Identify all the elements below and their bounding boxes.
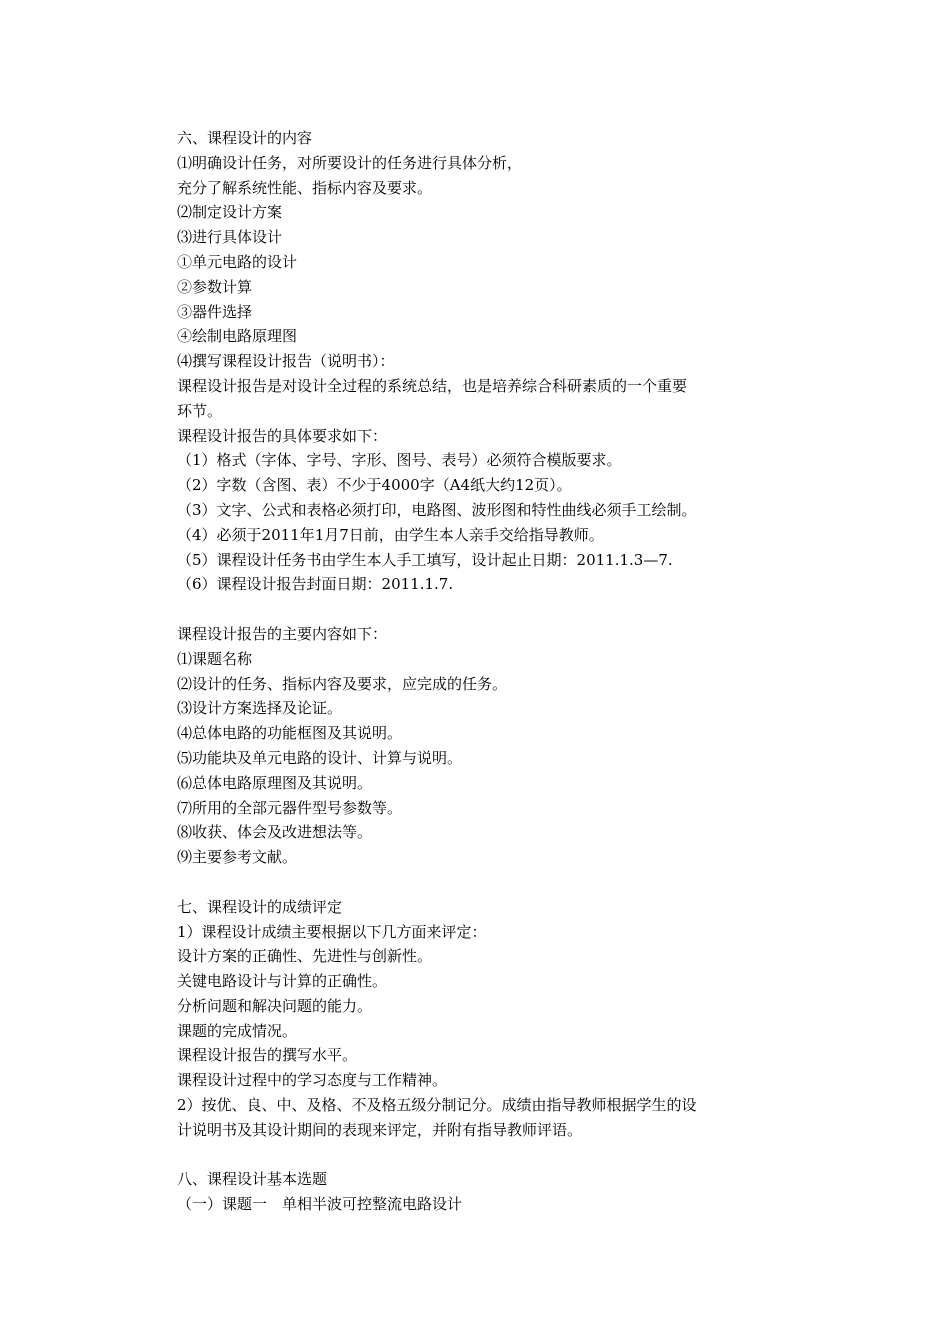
blank-line: [177, 1143, 777, 1168]
section-7-line: 课题的完成情况。: [177, 1021, 298, 1040]
section-6-line: ⑵制定设计方案: [177, 203, 283, 222]
section-6-line: （1）格式（字体、字号、字形、图号、表号）必须符合模版要求。: [177, 451, 622, 470]
section-6-line: （2）字数（含图、表）不少于4000字（A4纸大约12页）。: [177, 476, 572, 495]
section-8-line: （一）课题一 单相半波可控整流电路设计: [177, 1195, 463, 1214]
section-7-line: 2）按优、良、中、及格、不及格五级分制记分。成绩由指导教师根据学生的设: [177, 1096, 697, 1115]
report-contents-item: ⑶设计方案选择及论证。: [177, 699, 343, 718]
section-6-line: 环节。: [177, 401, 223, 420]
section-7-line: 关键电路设计与计算的正确性。: [177, 972, 388, 991]
report-contents-item: ⑷总体电路的功能框图及其说明。: [177, 724, 403, 743]
section-7-line: 分析问题和解决问题的能力。: [177, 996, 373, 1015]
report-contents-heading: 课程设计报告的主要内容如下：: [177, 624, 388, 643]
section-6-line: ②参数计算: [177, 277, 253, 296]
section-6-line: ③器件选择: [177, 302, 253, 321]
section-6-line: ⑴明确设计任务，对所要设计的任务进行具体分析，: [177, 153, 523, 172]
report-contents-item: ⑸功能块及单元电路的设计、计算与说明。: [177, 748, 463, 767]
blank-line: [177, 597, 777, 622]
report-contents-item: ⑹总体电路原理图及其说明。: [177, 773, 373, 792]
section-6-line: ⑶进行具体设计: [177, 228, 283, 247]
section-6-title: 六、课程设计的内容: [177, 129, 313, 147]
section-7-line: 课程设计过程中的学习态度与工作精神。: [177, 1071, 448, 1090]
section-6-line: ⑷撰写课程设计报告（说明书）：: [177, 352, 395, 371]
report-contents-item: ⑼主要参考文献。: [177, 848, 298, 867]
section-7-title: 七、课程设计的成绩评定: [177, 897, 343, 916]
report-contents-item: ⑻收获、体会及改进想法等。: [177, 823, 373, 842]
section-6-line: 充分了解系统性能、指标内容及要求。: [177, 178, 433, 197]
section-6-line: （6）课程设计报告封面日期：2011.1.7.: [177, 575, 454, 594]
section-7-line: 课程设计报告的撰写水平。: [177, 1046, 358, 1065]
report-contents-item: ⑵设计的任务、指标内容及要求，应完成的任务。: [177, 674, 508, 693]
section-6-line: （4）必须于2011年1月7日前，由学生本人亲手交给指导教师。: [177, 525, 604, 544]
blank-line: [177, 870, 777, 895]
section-6-line: ①单元电路的设计: [177, 252, 298, 271]
document-page: [177, 126, 777, 1217]
section-6-line: （3）文字、公式和表格必须打印，电路图、波形图和特性曲线必须手工绘制。: [177, 500, 697, 519]
section-6-line: 课程设计报告的具体要求如下：: [177, 426, 388, 445]
section-6-line: ④绘制电路原理图: [177, 327, 298, 346]
section-7-line: 1）课程设计成绩主要根据以下几方面来评定：: [177, 922, 487, 941]
section-6-line: （5）课程设计任务书由学生本人手工填写，设计起止日期：2011.1.3—7.: [177, 550, 673, 569]
section-7-line: 计说明书及其设计期间的表现来评定，并附有指导教师评语。: [177, 1120, 583, 1139]
report-contents-item: ⑴课题名称: [177, 649, 253, 668]
section-8-title: 八、课程设计基本选题: [177, 1170, 328, 1189]
section-6-line: 课程设计报告是对设计全过程的系统总结，也是培养综合科研素质的一个重要: [177, 376, 688, 395]
report-contents-item: ⑺所用的全部元器件型号参数等。: [177, 798, 403, 817]
section-7-line: 设计方案的正确性、先进性与创新性。: [177, 947, 433, 966]
